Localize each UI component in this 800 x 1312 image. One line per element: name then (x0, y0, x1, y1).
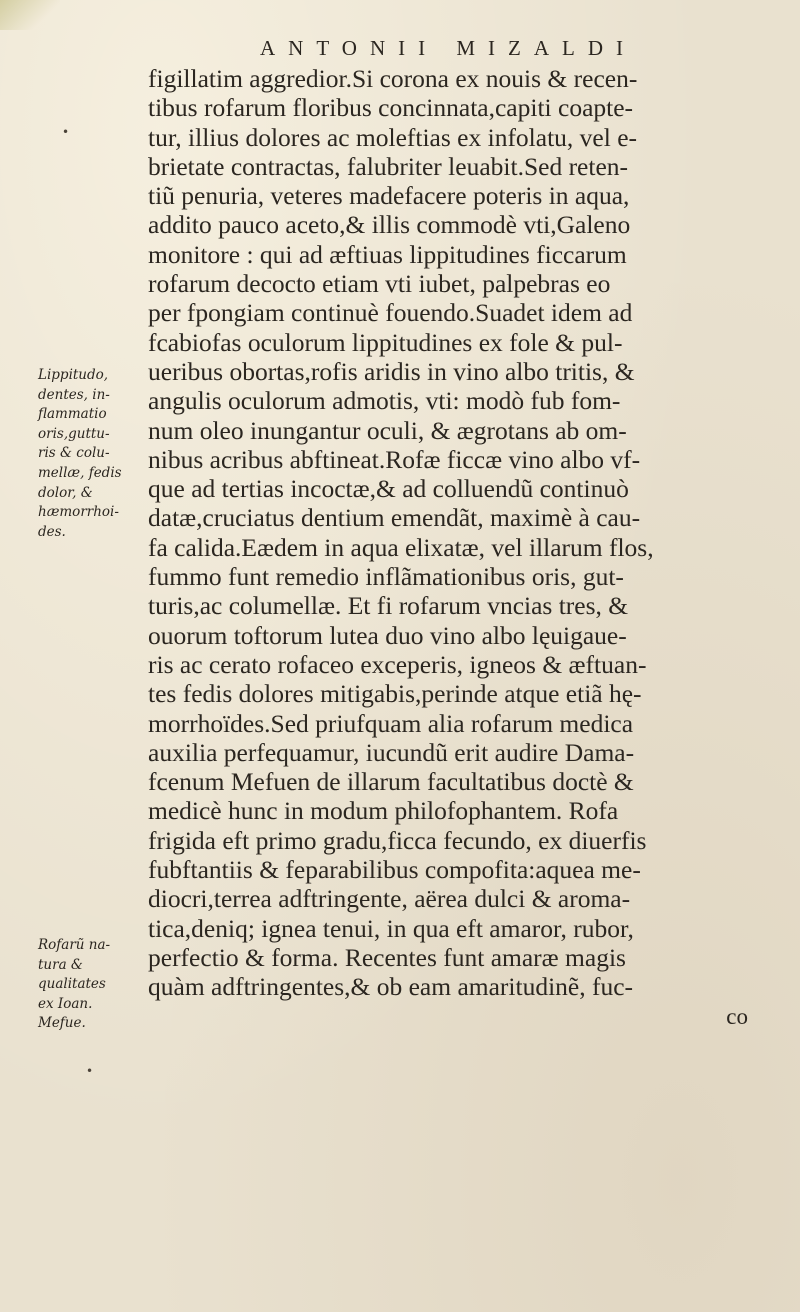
text-line: datæ,cruciatus dentium emendãt, maximè à cau- (148, 503, 641, 533)
margin-note-line: hæmorrhoi- (38, 504, 119, 521)
margin-note-line: Rofarũ na- (38, 937, 111, 953)
margin-note-line: oris,guttu- (38, 425, 110, 442)
margin-note-line: tura & (38, 956, 83, 973)
margin-note (38, 936, 148, 1034)
text-line: tica,deniq; ignea tenui, in qua eft amaror, rubor, (148, 913, 634, 943)
margin-note-line: dentes, in- (38, 386, 110, 403)
margin-note (38, 366, 148, 542)
body-text (148, 64, 788, 1031)
corner-stain (0, 0, 60, 30)
text-line: ouorum toftorum lutea duo vino albo lęuigaue- (148, 620, 627, 650)
text-line: ueribus obortas,rofis aridis in vino albo tritis, & (148, 356, 635, 386)
text-line: tur, illius dolores ac moleftias ex infolatu, vel e- (148, 122, 638, 152)
text-line: quàm adftringentes,& ob eam amaritudinẽ, fuc- (148, 972, 634, 1002)
text-line: angulis oculorum admotis, vti: modò fub fom- (148, 386, 621, 416)
catchword: co (726, 1003, 748, 1029)
text-line: diocri,terrea adftringente, aërea dulci & aroma- (148, 884, 631, 914)
margin-note-line: mellæ, fedis (38, 464, 122, 481)
margin-note-line: qualitates (38, 976, 106, 993)
margin-note-line: Lippitudo, (38, 367, 109, 383)
text-line: fcabiofas oculorum lippitudines ex fole & pul- (148, 327, 623, 357)
text-line: monitore : qui ad æftiuas lippitudines ficcarum (148, 239, 627, 269)
text-line: auxilia perfequamur, iucundũ erit audire Dama- (148, 737, 635, 767)
text-line: nibus acribus abftineat.Rofæ ficcæ vino albo vf- (148, 444, 641, 474)
margin-note-line: Mefue. (38, 1015, 86, 1032)
text-line: figillatim aggredior.Si corona ex nouis & recen- (148, 64, 638, 93)
text-line: fcenum Mefuen de illarum facultatibus doctè & (148, 767, 634, 797)
text-line: addito pauco aceto,& illis commodè vti,Galeno (148, 210, 631, 240)
text-line: rofarum decocto etiam vti iubet, palpebras eo (148, 269, 611, 299)
ink-speck: • (62, 125, 70, 139)
text-line: num oleo inungantur oculi, & ægrotans ab om- (148, 415, 627, 445)
text-line: medicè hunc in modum philofophantem. Rofa (148, 796, 619, 826)
margin-note-line: dolor, & (38, 484, 93, 501)
text-line: tiũ penuria, veteres madefacere poteris in aqua, (148, 181, 630, 211)
text-line: brietate contractas, falubriter leuabit.Sed reten- (148, 151, 629, 181)
margin-note-line: ex Ioan. (38, 995, 93, 1012)
text-line: per fpongiam continuè fouendo.Suadet idem ad (148, 298, 633, 328)
margin-note-line: des. (38, 523, 66, 540)
text-line: que ad tertias incoctæ,& ad colluendũ continuò (148, 474, 629, 504)
text-line: fa calida.Eædem in aqua elixatæ, vel illarum flos, (148, 532, 654, 562)
text-line: frigida eft primo gradu,ficca fecundo, ex diuerfis (148, 825, 647, 855)
margin-note-line: flammatio (38, 406, 107, 423)
text-line: perfectio & forma. Recentes funt amaræ magis (148, 942, 626, 972)
ink-speck: • (86, 1064, 94, 1078)
running-head: ANTONII MIZALDI (260, 36, 636, 60)
text-line: tes fedis dolores mitigabis,perinde atque etiã hę- (148, 679, 642, 709)
text-line: ris ac cerato rofaceo exceperis, igneos & æftuan- (148, 649, 647, 679)
margin-note-line: ris & colu- (38, 445, 110, 462)
text-line: turis,ac columellæ. Et fi rofarum vncias tres, & (148, 591, 629, 621)
text-line: morrhoïdes.Sed priufquam alia rofarum medica (148, 708, 634, 738)
text-line: fummo funt remedio inflãmationibus oris, gut- (148, 562, 624, 592)
text-line: tibus rofarum floribus concinnata,capiti coapte- (148, 93, 634, 123)
text-line: fubftantiis & feparabilibus compofita:aquea me- (148, 855, 641, 885)
